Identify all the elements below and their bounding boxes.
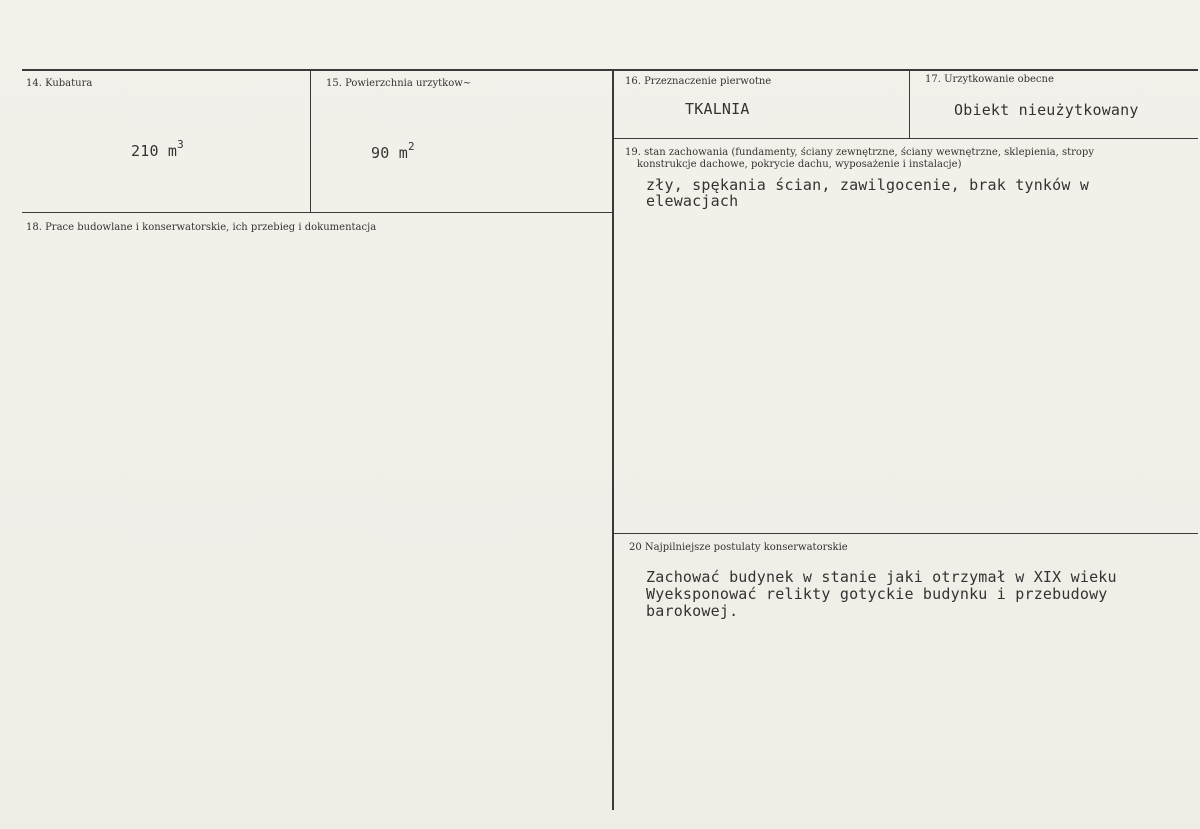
f14-unit-sup: 3 xyxy=(177,138,184,151)
f17-label: 17. Urzytkowanie obecne xyxy=(925,74,1054,85)
f15-unit-sup: 2 xyxy=(407,140,415,153)
f15-value-text: 90 m xyxy=(371,144,408,162)
f19-label-line1: 19. stan zachowania (fundamenty, ściany zewnętrzne, ściany wewnętrzne, sklepienia, stropy xyxy=(625,147,1094,158)
f16-label: 16. Przeznaczenie pierwotne xyxy=(625,76,772,87)
f19-value-line1: zły, spękania ścian, zawilgocenie, brak tynków w xyxy=(646,176,1090,194)
f20-value-line2: Wyeksponować relikty gotyckie budynku i przebudowy xyxy=(646,585,1108,603)
divider-16-17 xyxy=(909,70,910,138)
f20-value-line3: barokowej. xyxy=(646,602,739,620)
f14-value-text: 210 m xyxy=(131,142,178,160)
top-rule xyxy=(22,69,1198,71)
main-divider xyxy=(612,70,614,810)
f20-label: 20 Najpilniejsze postulaty konserwatorskie xyxy=(629,542,848,553)
f19-label-line2: konstrukcje dachowe, pokrycie dachu, wyposażenie i instalacje) xyxy=(637,159,962,170)
f14-label: 14. Kubatura xyxy=(26,78,93,89)
f15-label: 15. Powierzchnia urzytkow~ xyxy=(326,78,472,89)
f20-top-rule xyxy=(614,533,1198,534)
f19-value-line2: elewacjach xyxy=(646,192,739,210)
f14-value xyxy=(131,140,184,160)
f16-value: TKALNIA xyxy=(685,100,750,118)
divider-14-15 xyxy=(310,70,311,212)
row1-rule-left xyxy=(22,212,612,213)
f20-value-line1: Zachować budynek w stanie jaki otrzymał w XIX wieku xyxy=(646,568,1117,586)
f15-value xyxy=(371,142,415,162)
row1-rule-right xyxy=(614,138,1198,139)
f18-label: 18. Prace budowlane i konserwatorskie, ich przebieg i dokumentacja xyxy=(26,222,377,233)
f17-value: Obiekt nieużytkowany xyxy=(954,101,1139,119)
